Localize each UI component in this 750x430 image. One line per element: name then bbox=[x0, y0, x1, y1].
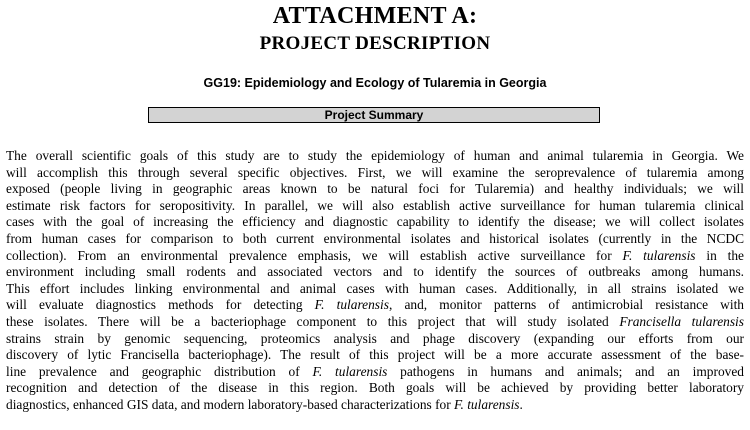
grant-title: GG19: Epidemiology and Ecology of Tularemia in Georgia bbox=[203, 76, 547, 90]
species-name-italic: F. tularensis bbox=[312, 363, 388, 379]
text-segment: collection). From an environmental prevalence emphasis, we will establish active surveillance for bbox=[6, 247, 623, 263]
text-segment: strains strain by genomic sequencing, proteomics analysis and phage discovery (expanding our efforts from our bbox=[6, 330, 744, 346]
text-segment: estimate risk factors for seropositivity. In parallel, we will also establish active surveillance for human tularemia clinical bbox=[6, 197, 744, 213]
species-name-italic: F. tularensis bbox=[622, 247, 696, 263]
paragraph-line bbox=[6, 314, 744, 331]
paragraph-line bbox=[6, 297, 744, 314]
paragraph-line bbox=[6, 248, 744, 265]
text-segment: exposed (people living in geographic areas known to be natural foci for Tularemia) and healthy individuals; we will bbox=[6, 181, 744, 197]
text-segment: will evaluate diagnostics methods for detecting bbox=[6, 297, 315, 313]
text-segment: in the bbox=[695, 247, 744, 263]
paragraph-line bbox=[6, 264, 744, 281]
species-name-italic: F. tularensis bbox=[314, 297, 389, 313]
text-segment: , and, monitor patterns of antimicrobial resistance with bbox=[388, 297, 744, 313]
paragraph-line bbox=[6, 198, 744, 215]
species-name-italic: Francisella tularensis bbox=[619, 313, 744, 329]
project-description-heading: PROJECT DESCRIPTION bbox=[259, 33, 491, 54]
paragraph-line bbox=[6, 397, 744, 414]
paragraph-line bbox=[6, 281, 744, 298]
project-summary-header: Project Summary bbox=[148, 107, 600, 123]
paragraph-line bbox=[6, 364, 744, 381]
paragraph-line bbox=[6, 181, 744, 198]
text-segment: environment including small rodents and associated vectors and to identify the sources of outbreaks among humans. bbox=[6, 264, 744, 280]
text-segment: recognition and detection of the disease in this region. Both goals will be achieved by providing better laboratory bbox=[6, 380, 744, 396]
text-segment: discovery of lytic Francisella bacteriophage). The result of this project will be a more accurate assessment of the base- bbox=[6, 347, 744, 363]
summary-paragraph bbox=[6, 148, 744, 414]
attachment-title: ATTACHMENT A: bbox=[272, 3, 478, 29]
paragraph-line bbox=[6, 380, 744, 397]
text-segment: diagnostics, enhanced GIS data, and modern laboratory-based characterizations for bbox=[6, 396, 455, 412]
paragraph-line bbox=[6, 331, 744, 348]
text-segment: will accomplish this through several specific objectives. First, we will examine the seroprevalence of tularemia among bbox=[6, 164, 744, 180]
text-segment: . bbox=[519, 396, 523, 412]
paragraph-line bbox=[6, 165, 744, 182]
paragraph-line bbox=[6, 347, 744, 364]
text-segment: pathogens in humans and animals; and an improved bbox=[387, 363, 744, 379]
paragraph-line bbox=[6, 214, 744, 231]
text-segment: The overall scientific goals of this study are to study the epidemiology of human and animal tularemia in Georgia. We bbox=[6, 148, 744, 163]
text-segment: cases with the goal of increasing the efficiency and diagnostic capability to identify the disease; we will collect isolates bbox=[6, 214, 744, 230]
text-segment: these isolates. There will be a bacteriophage component to this project that will study isolated bbox=[6, 313, 620, 329]
text-segment: from human cases for comparison to both current environmental isolates and historical isolates (currently in the NCDC bbox=[6, 230, 744, 246]
species-name-italic: F. tularensis bbox=[454, 396, 520, 412]
paragraph-line bbox=[6, 231, 744, 248]
text-segment: line prevalence and geographic distribution of bbox=[6, 363, 313, 379]
text-segment: This effort includes linking environmental and animal cases with human cases. Additionally, in all strains isolated we bbox=[6, 280, 744, 296]
paragraph-line bbox=[6, 148, 744, 165]
